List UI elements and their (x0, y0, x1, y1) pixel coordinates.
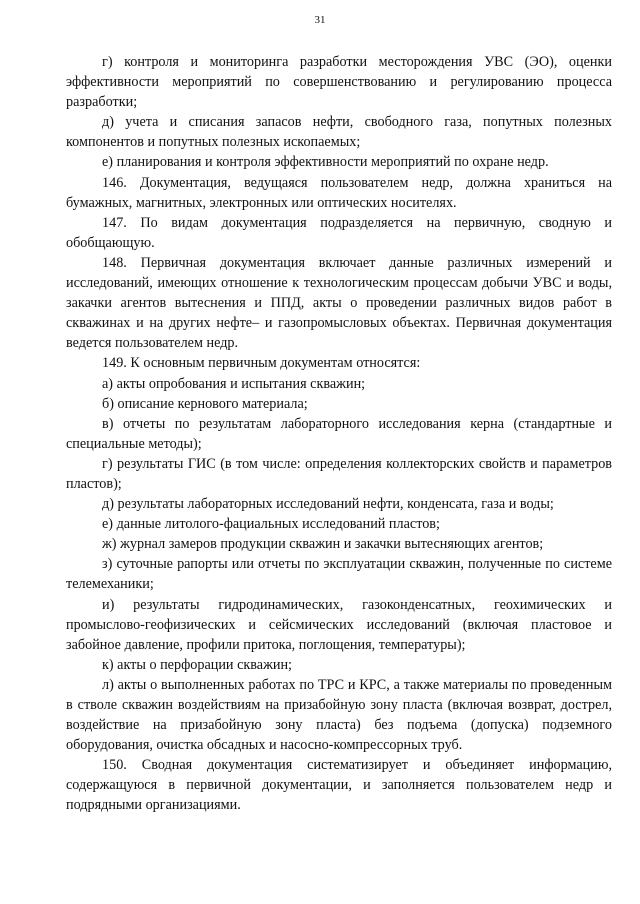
paragraph-147: 147. По видам документация подразделяется на первичную, сводную и обобщающую. (66, 214, 612, 251)
paragraph-item-e: е) планирования и контроля эффективности мероприятий по охране недр. (102, 154, 549, 171)
list-item-i: и) результаты гидродинамических, газоконденсатных, геохимических и промыслово-геофизических и сейсмических исследований (включая пластовое и забойное давление, профили притока, поглощения, температуры); (66, 596, 612, 653)
list-item-l: л) акты о выполненных работах по ТРС и КРС, а также материалы по проведенным в стволе скважин воздействиям на призабойную зону пласта (включая возврат, дострел, воздействие на призабойную зону пласта) без подъема (допуска) подземного оборудования, очистка обсадных и насосно-компрессорных труб. (66, 676, 612, 754)
list-item-z: з) суточные рапорты или отчеты по эксплуатации скважин, полученные по системе телемеханики; (66, 556, 612, 593)
list-item-b: б) описание кернового материала; (102, 395, 308, 412)
list-item-e: е) данные литолого-фациальных исследований пластов; (102, 516, 440, 533)
paragraph-146: 146. Документация, ведущаяся пользователем недр, должна храниться на бумажных, магнитных, электронных или оптических носителях. (66, 174, 612, 211)
list-item-k: к) акты о перфорации скважин; (102, 656, 292, 673)
paragraph-150: 150. Сводная документация систематизирует и объединяет информацию, содержащуюся в первичной документации, и заполняется пользователем недр и подрядными организациями. (66, 757, 612, 814)
list-item-v: в) отчеты по результатам лабораторного исследования керна (стандартные и специальные методы); (66, 415, 612, 452)
page-number: 31 (314, 14, 326, 26)
list-item-g: г) результаты ГИС (в том числе: определения коллекторских свойств и параметров пластов); (66, 455, 612, 492)
list-item-d: д) результаты лабораторных исследований нефти, конденсата, газа и воды; (102, 496, 554, 513)
paragraph-item-d: д) учета и списания запасов нефти, свободного газа, попутных полезных компонентов и попутных полезных ископаемых; (66, 114, 612, 151)
paragraph-item-g: г) контроля и мониторинга разработки месторождения УВС (ЭО), оценки эффективности мероприятий по совершенствованию и регулированию процесса разработки; (66, 54, 612, 111)
list-item-a: а) акты опробования и испытания скважин; (102, 375, 366, 392)
document-body (66, 52, 612, 816)
paragraph-148: 148. Первичная документация включает данные различных измерений и исследований, имеющих отношение к технологическим процессам добычи УВС и воды, закачки агентов вытеснения и ППД, акты о проведении различных видов работ в скважинах и на других нефте– и газопромысловых объектах. Первичная документация ведется пользователем недр. (66, 254, 612, 352)
list-item-zh: ж) журнал замеров продукции скважин и закачки вытесняющих агентов; (102, 536, 544, 553)
paragraph-149: 149. К основным первичным документам относятся: (102, 355, 421, 372)
